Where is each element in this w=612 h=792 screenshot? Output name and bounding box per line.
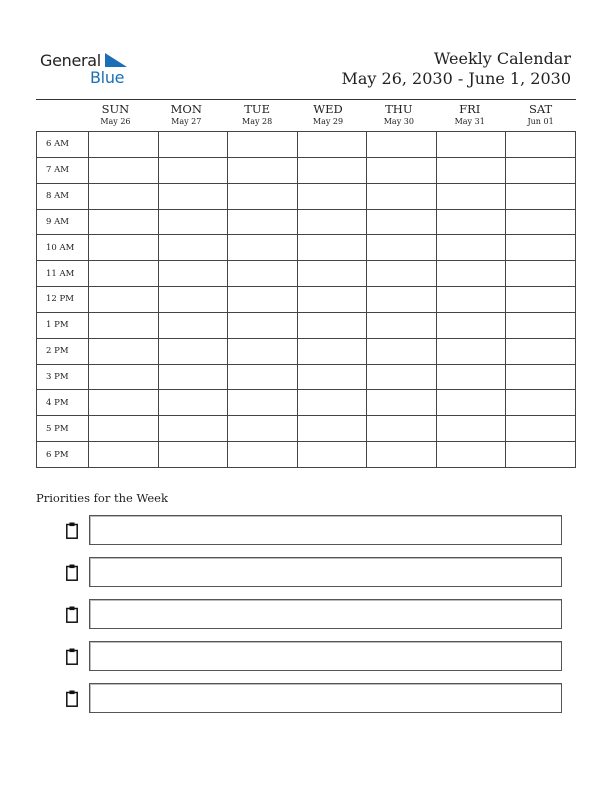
slot-cell-tue[interactable] xyxy=(228,364,298,390)
slot-cell-sun[interactable] xyxy=(89,235,159,261)
slot-cell-mon[interactable] xyxy=(158,390,228,416)
slot-cell-fri[interactable] xyxy=(436,261,506,287)
slot-cell-wed[interactable] xyxy=(297,209,367,235)
slot-cell-tue[interactable] xyxy=(228,416,298,442)
slot-cell-thu[interactable] xyxy=(367,261,437,287)
slot-cell-wed[interactable] xyxy=(297,364,367,390)
slot-cell-sun[interactable] xyxy=(89,364,159,390)
slot-cell-sat[interactable] xyxy=(506,209,576,235)
clipboard-icon xyxy=(66,690,78,707)
slot-cell-sun[interactable] xyxy=(89,416,159,442)
time-row xyxy=(37,261,576,287)
day-date: May 27 xyxy=(171,117,202,126)
slot-cell-fri[interactable] xyxy=(436,338,506,364)
slot-cell-fri[interactable] xyxy=(436,364,506,390)
time-label: 2 PM xyxy=(37,338,89,364)
logo-flag-icon xyxy=(105,53,127,69)
date-range: May 26, 2030 - June 1, 2030 xyxy=(341,69,571,88)
slot-cell-sat[interactable] xyxy=(506,442,576,468)
time-row xyxy=(37,390,576,416)
day-date: Jun 01 xyxy=(527,117,554,126)
slot-cell-wed[interactable] xyxy=(297,183,367,209)
day-header-sun xyxy=(80,102,151,127)
slot-cell-fri[interactable] xyxy=(436,132,506,158)
time-row xyxy=(37,287,576,313)
time-label: 1 PM xyxy=(37,312,89,338)
day-date: May 28 xyxy=(242,117,273,126)
clipboard-icon xyxy=(66,564,78,581)
slot-cell-thu[interactable] xyxy=(367,338,437,364)
day-name: MON xyxy=(170,102,202,116)
day-name: FRI xyxy=(459,102,481,116)
slot-cell-sat[interactable] xyxy=(506,287,576,313)
slot-cell-wed[interactable] xyxy=(297,390,367,416)
time-row xyxy=(37,338,576,364)
slot-cell-tue[interactable] xyxy=(228,157,298,183)
slot-cell-thu[interactable] xyxy=(367,287,437,313)
priority-row xyxy=(64,683,562,713)
day-name: WED xyxy=(313,102,343,116)
time-row xyxy=(37,416,576,442)
day-header-sat xyxy=(505,102,576,127)
day-header-wed xyxy=(293,102,364,127)
time-label: 11 AM xyxy=(37,261,89,287)
time-label: 8 AM xyxy=(37,183,89,209)
priorities-title: Priorities for the Week xyxy=(36,491,168,505)
slot-cell-thu[interactable] xyxy=(367,157,437,183)
slot-cell-thu[interactable] xyxy=(367,235,437,261)
slot-cell-wed[interactable] xyxy=(297,235,367,261)
priority-row xyxy=(64,641,562,671)
time-label: 6 AM xyxy=(37,132,89,158)
day-header-tue xyxy=(222,102,293,127)
day-header-fri xyxy=(434,102,505,127)
slot-cell-wed[interactable] xyxy=(297,287,367,313)
slot-cell-mon[interactable] xyxy=(158,157,228,183)
slot-cell-mon[interactable] xyxy=(158,442,228,468)
slot-cell-fri[interactable] xyxy=(436,312,506,338)
slot-cell-sat[interactable] xyxy=(506,132,576,158)
slot-cell-mon[interactable] xyxy=(158,312,228,338)
time-row xyxy=(37,312,576,338)
slot-cell-fri[interactable] xyxy=(436,390,506,416)
time-label: 4 PM xyxy=(37,390,89,416)
day-header-mon xyxy=(151,102,222,127)
slot-cell-fri[interactable] xyxy=(436,235,506,261)
time-row xyxy=(37,235,576,261)
slot-cell-sat[interactable] xyxy=(506,261,576,287)
slot-cell-sat[interactable] xyxy=(506,390,576,416)
slot-cell-sat[interactable] xyxy=(506,157,576,183)
day-date: May 31 xyxy=(454,117,485,126)
slot-cell-fri[interactable] xyxy=(436,157,506,183)
priority-input[interactable] xyxy=(89,599,562,629)
slot-cell-tue[interactable] xyxy=(228,312,298,338)
day-date: May 30 xyxy=(383,117,414,126)
priority-input[interactable] xyxy=(89,683,562,713)
time-label: 3 PM xyxy=(37,364,89,390)
time-label: 6 PM xyxy=(37,442,89,468)
slot-cell-mon[interactable] xyxy=(158,338,228,364)
slot-cell-tue[interactable] xyxy=(228,261,298,287)
priority-input[interactable] xyxy=(89,557,562,587)
slot-cell-sun[interactable] xyxy=(89,132,159,158)
time-row xyxy=(37,209,576,235)
slot-cell-sun[interactable] xyxy=(89,209,159,235)
priority-input[interactable] xyxy=(89,641,562,671)
time-row xyxy=(37,132,576,158)
slot-cell-wed[interactable] xyxy=(297,442,367,468)
slot-cell-sun[interactable] xyxy=(89,287,159,313)
priority-row xyxy=(64,515,562,545)
calendar-grid xyxy=(36,131,576,468)
slot-cell-sun[interactable] xyxy=(89,183,159,209)
slot-cell-thu[interactable] xyxy=(367,416,437,442)
day-date: May 29 xyxy=(312,117,344,126)
day-name: SUN xyxy=(101,102,130,116)
slot-cell-thu[interactable] xyxy=(367,209,437,235)
slot-cell-tue[interactable] xyxy=(228,338,298,364)
slot-cell-mon[interactable] xyxy=(158,261,228,287)
time-row xyxy=(37,364,576,390)
slot-cell-tue[interactable] xyxy=(228,287,298,313)
slot-cell-sun[interactable] xyxy=(89,338,159,364)
slot-cell-wed[interactable] xyxy=(297,261,367,287)
slot-cell-thu[interactable] xyxy=(367,364,437,390)
slot-cell-mon[interactable] xyxy=(158,235,228,261)
slot-cell-mon[interactable] xyxy=(158,287,228,313)
slot-cell-fri[interactable] xyxy=(436,183,506,209)
slot-cell-tue[interactable] xyxy=(228,442,298,468)
clipboard-icon xyxy=(66,522,78,539)
slot-cell-sun[interactable] xyxy=(89,157,159,183)
slot-cell-mon[interactable] xyxy=(158,364,228,390)
slot-cell-sat[interactable] xyxy=(506,338,576,364)
day-name: TUE xyxy=(244,102,270,116)
slot-cell-thu[interactable] xyxy=(367,132,437,158)
time-row xyxy=(37,183,576,209)
logo-word-blue: Blue xyxy=(90,68,125,87)
slot-cell-tue[interactable] xyxy=(228,390,298,416)
slot-cell-sat[interactable] xyxy=(506,183,576,209)
slot-cell-thu[interactable] xyxy=(367,442,437,468)
day-header-thu xyxy=(363,102,434,127)
priority-row xyxy=(64,557,562,587)
slot-cell-tue[interactable] xyxy=(228,209,298,235)
day-name: THU xyxy=(385,102,413,116)
slot-cell-fri[interactable] xyxy=(436,442,506,468)
slot-cell-sat[interactable] xyxy=(506,416,576,442)
time-label: 5 PM xyxy=(37,416,89,442)
slot-cell-sun[interactable] xyxy=(89,390,159,416)
logo xyxy=(40,51,140,87)
slot-cell-thu[interactable] xyxy=(367,312,437,338)
slot-cell-wed[interactable] xyxy=(297,132,367,158)
day-date: May 26 xyxy=(100,117,131,126)
page-title: Weekly Calendar xyxy=(433,49,571,68)
slot-cell-fri[interactable] xyxy=(436,209,506,235)
slot-cell-sun[interactable] xyxy=(89,261,159,287)
slot-cell-mon[interactable] xyxy=(158,132,228,158)
priority-input[interactable] xyxy=(89,515,562,545)
time-label: 9 AM xyxy=(37,209,89,235)
slot-cell-thu[interactable] xyxy=(367,183,437,209)
slot-cell-sat[interactable] xyxy=(506,235,576,261)
time-label: 10 AM xyxy=(37,235,89,261)
slot-cell-wed[interactable] xyxy=(297,312,367,338)
slot-cell-mon[interactable] xyxy=(158,183,228,209)
day-name: SAT xyxy=(528,102,553,116)
priority-row xyxy=(64,599,562,629)
clipboard-icon xyxy=(66,648,78,665)
slot-cell-wed[interactable] xyxy=(297,416,367,442)
slot-cell-mon[interactable] xyxy=(158,209,228,235)
time-label: 7 AM xyxy=(37,157,89,183)
slot-cell-tue[interactable] xyxy=(228,183,298,209)
slot-cell-wed[interactable] xyxy=(297,338,367,364)
slot-cell-sat[interactable] xyxy=(506,312,576,338)
slot-cell-fri[interactable] xyxy=(436,416,506,442)
clipboard-icon xyxy=(66,606,78,623)
time-row xyxy=(37,157,576,183)
slot-cell-tue[interactable] xyxy=(228,235,298,261)
time-row xyxy=(37,442,576,468)
slot-cell-thu[interactable] xyxy=(367,390,437,416)
slot-cell-sat[interactable] xyxy=(506,364,576,390)
slot-cell-wed[interactable] xyxy=(297,157,367,183)
slot-cell-tue[interactable] xyxy=(228,132,298,158)
header-divider xyxy=(36,99,576,100)
slot-cell-fri[interactable] xyxy=(436,287,506,313)
logo-word-general: General xyxy=(40,51,101,70)
slot-cell-sun[interactable] xyxy=(89,442,159,468)
slot-cell-sun[interactable] xyxy=(89,312,159,338)
time-label: 12 PM xyxy=(37,287,89,313)
slot-cell-mon[interactable] xyxy=(158,416,228,442)
